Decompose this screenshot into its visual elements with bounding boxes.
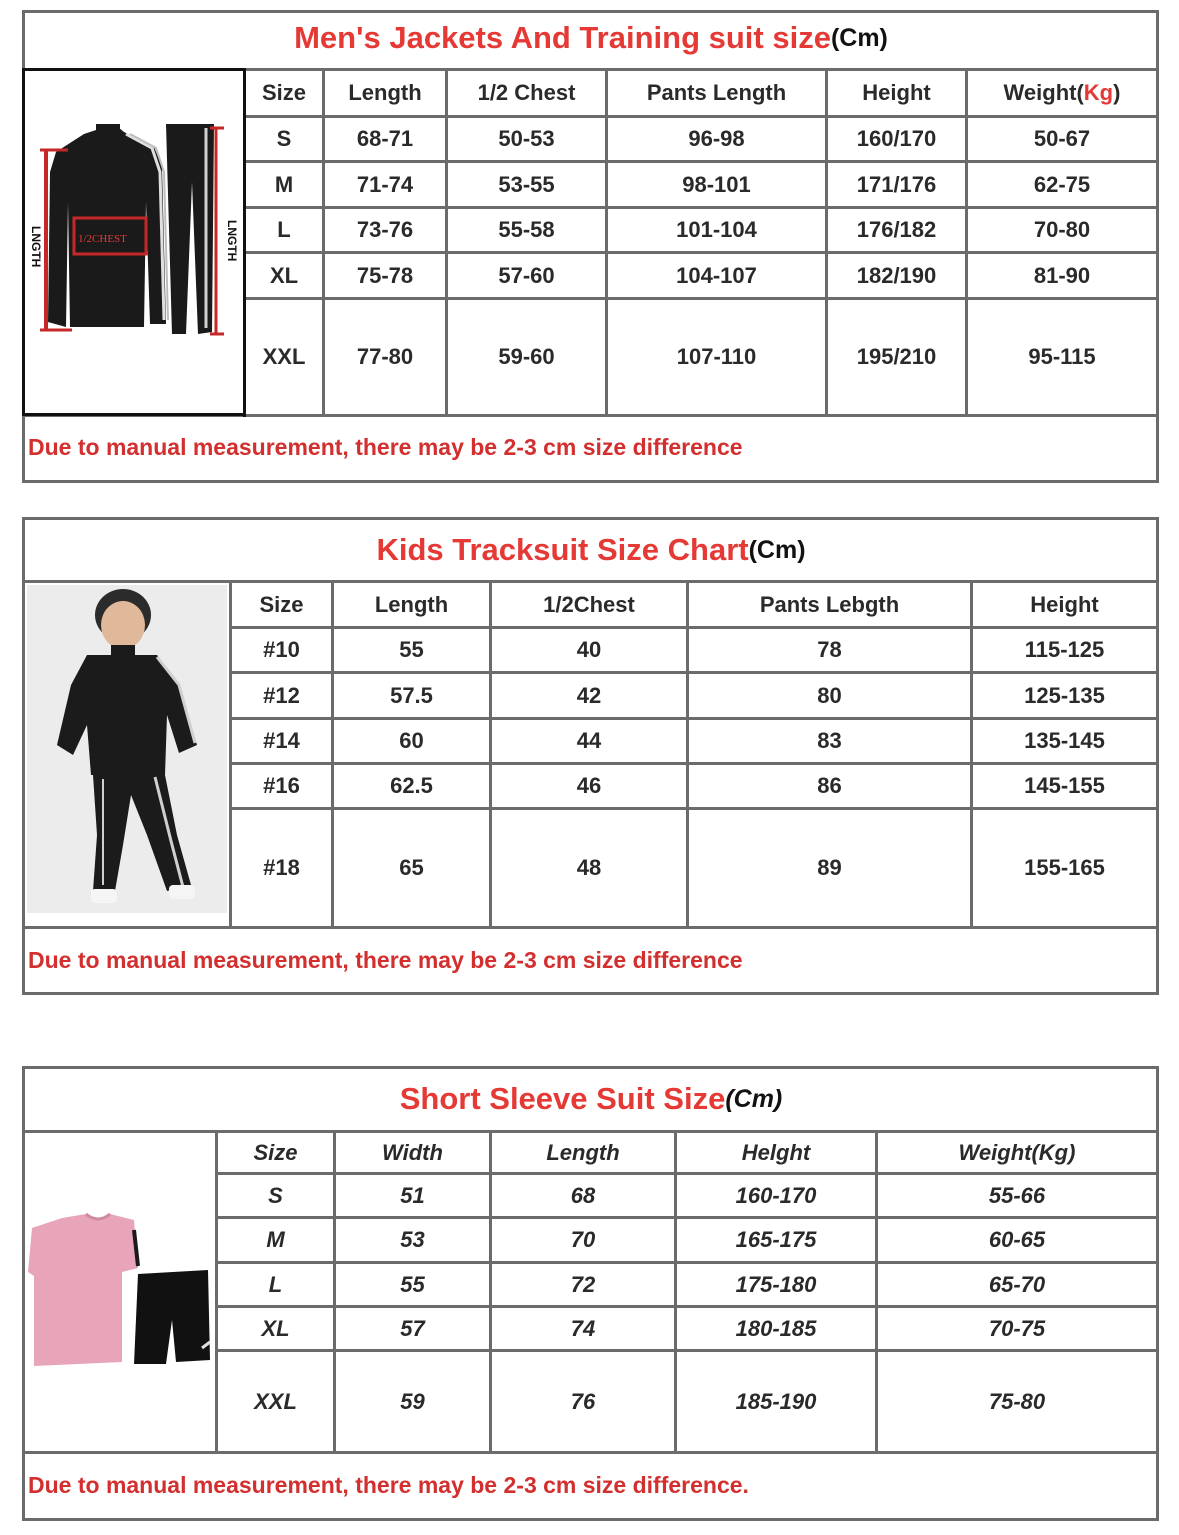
table-cell: 50-53 bbox=[498, 126, 555, 151]
table-cell: 107-110 bbox=[676, 344, 757, 369]
table-cell: 185-190 bbox=[735, 1388, 817, 1414]
table-cell: 145-155 bbox=[1024, 773, 1105, 798]
shorts-shape bbox=[134, 1270, 210, 1364]
men-tracksuit-image bbox=[26, 72, 242, 412]
kids-title bbox=[24, 523, 1158, 577]
table-cell: S bbox=[268, 1182, 283, 1208]
table-cell: 78 bbox=[817, 637, 842, 662]
table-cell: XL bbox=[269, 262, 299, 288]
men-title-text: Men's Jackets And Training suit size bbox=[294, 20, 831, 55]
men-header-size: Size bbox=[261, 80, 307, 105]
table-cell: 77-80 bbox=[356, 344, 414, 369]
table-cell: 101-104 bbox=[676, 217, 757, 242]
short-title-text: Short Sleeve Suit Size bbox=[399, 1081, 726, 1116]
short-note: Due to manual measurement, there may be 2-3 cm size difference. bbox=[28, 1472, 749, 1498]
table-cell: #18 bbox=[263, 855, 300, 880]
table-cell: 62.5 bbox=[390, 773, 433, 798]
short-title-unit: (Cm) bbox=[725, 1084, 783, 1113]
table-cell: 48 bbox=[576, 855, 602, 880]
table-cell: XL bbox=[261, 1315, 290, 1341]
table-cell: #12 bbox=[263, 682, 300, 708]
kids-title-unit: (Cm) bbox=[748, 535, 806, 564]
men-header-height: Height bbox=[862, 80, 931, 105]
table-cell: 96-98 bbox=[688, 126, 745, 151]
table-cell: 71-74 bbox=[356, 171, 414, 197]
length-label-left: LNGTH bbox=[29, 226, 43, 268]
short-sleeve-suit-image bbox=[26, 1210, 214, 1375]
short-header-width: Width bbox=[382, 1139, 443, 1165]
table-cell: 115-125 bbox=[1024, 637, 1105, 662]
men-header-weight: Weight( Kg ) bbox=[1003, 80, 1121, 105]
table-cell: #10 bbox=[263, 637, 300, 662]
table-cell: 68 bbox=[570, 1182, 596, 1208]
table-cell: 59 bbox=[400, 1388, 425, 1414]
table-cell: 171/176 bbox=[856, 171, 937, 197]
table-cell: L bbox=[277, 217, 291, 242]
table-cell: 70-80 bbox=[1033, 217, 1091, 242]
kids-title-text: Kids Tracksuit Size Chart bbox=[376, 532, 749, 567]
kids-tracksuit-image bbox=[27, 585, 227, 913]
table-cell: 155-165 bbox=[1024, 855, 1105, 880]
tshirt-shape bbox=[28, 1214, 138, 1366]
table-cell: 70 bbox=[570, 1227, 596, 1252]
table-cell: 89 bbox=[817, 855, 842, 880]
table-cell: 42 bbox=[576, 682, 602, 708]
table-cell: 81-90 bbox=[1033, 262, 1091, 288]
table-cell: 104-107 bbox=[676, 262, 757, 288]
table-cell: 98-101 bbox=[682, 171, 751, 197]
table-cell: 75-78 bbox=[356, 262, 414, 288]
table-cell: 73-76 bbox=[356, 217, 414, 242]
table-cell: 75-80 bbox=[988, 1388, 1046, 1414]
table-cell: 180-185 bbox=[735, 1315, 817, 1341]
men-header-length: Length bbox=[348, 80, 422, 105]
table-cell: 160-170 bbox=[735, 1182, 817, 1208]
table-cell: #14 bbox=[263, 728, 300, 753]
table-cell: 55-66 bbox=[988, 1182, 1046, 1208]
table-cell: L bbox=[268, 1271, 283, 1297]
table-cell: 51 bbox=[400, 1182, 425, 1208]
weight-unit: Kg bbox=[1083, 80, 1114, 105]
table-cell: 95-115 bbox=[1028, 344, 1096, 369]
kids-header-pants-length: Pants Lebgth bbox=[759, 591, 900, 617]
table-cell: 60 bbox=[399, 728, 424, 753]
men-note: Due to manual measurement, there may be 2-3 cm size difference bbox=[28, 434, 743, 460]
short-header-height: Helght bbox=[741, 1139, 811, 1165]
men-header-chest: 1/2 Chest bbox=[477, 80, 576, 105]
men-title-unit: (Cm) bbox=[830, 23, 888, 52]
table-cell: 40 bbox=[576, 637, 602, 662]
table-cell: 74 bbox=[570, 1315, 596, 1341]
table-cell: 72 bbox=[570, 1271, 596, 1297]
table-cell: XXL bbox=[262, 344, 306, 369]
table-cell: 176/182 bbox=[856, 217, 937, 242]
kids-header-size: Size bbox=[259, 591, 304, 617]
table-cell: 57-60 bbox=[498, 262, 555, 288]
table-cell: 59-60 bbox=[498, 344, 555, 369]
table-cell: 53-55 bbox=[498, 171, 555, 197]
table-cell: 44 bbox=[576, 728, 602, 753]
table-cell: 68-71 bbox=[356, 126, 414, 151]
table-cell: 57.5 bbox=[390, 682, 433, 708]
table-cell: 55-58 bbox=[498, 217, 555, 242]
kids-header-chest: 1/2Chest bbox=[543, 591, 635, 617]
table-cell: 83 bbox=[817, 728, 842, 753]
table-cell: #16 bbox=[263, 773, 300, 798]
table-cell: 76 bbox=[570, 1388, 596, 1414]
table-cell: 165-175 bbox=[735, 1227, 817, 1252]
short-header-weight: Weight(Kg) bbox=[958, 1139, 1076, 1165]
chest-label: 1/2CHEST bbox=[78, 233, 127, 245]
table-cell: 55 bbox=[400, 1271, 425, 1297]
table-cell: 135-145 bbox=[1024, 728, 1105, 753]
table-cell: 195/210 bbox=[856, 344, 937, 369]
short-title bbox=[24, 1071, 1158, 1127]
table-cell: 160/170 bbox=[856, 126, 937, 151]
length-label-right: LNGTH bbox=[225, 220, 239, 262]
table-cell: 55 bbox=[399, 637, 424, 662]
kids-header-length: Length bbox=[374, 591, 449, 617]
jacket-shape bbox=[48, 127, 166, 327]
men-header-pants-length: Pants Length bbox=[646, 80, 787, 105]
table-cell: 62-75 bbox=[1033, 171, 1091, 197]
kids-note: Due to manual measurement, there may be 2-3 cm size difference bbox=[28, 947, 743, 973]
table-cell: 70-75 bbox=[988, 1315, 1046, 1341]
short-header-size: Size bbox=[253, 1139, 298, 1165]
table-cell: 60-65 bbox=[988, 1227, 1046, 1252]
table-cell: 53 bbox=[400, 1227, 425, 1252]
table-cell: 65 bbox=[399, 855, 424, 880]
table-cell: 65-70 bbox=[988, 1271, 1046, 1297]
table-cell: S bbox=[276, 126, 292, 151]
table-cell: XXL bbox=[254, 1388, 297, 1414]
men-title bbox=[24, 13, 1158, 63]
kids-header-height: Height bbox=[1030, 591, 1099, 617]
short-header-length: Length bbox=[546, 1139, 620, 1165]
table-cell: 46 bbox=[576, 773, 602, 798]
table-cell: 125-135 bbox=[1024, 682, 1105, 708]
table-cell: 86 bbox=[817, 773, 842, 798]
table-cell: 175-180 bbox=[735, 1271, 817, 1297]
table-cell: M bbox=[266, 1227, 285, 1252]
table-cell: 182/190 bbox=[856, 262, 937, 288]
table-cell: 80 bbox=[817, 682, 842, 708]
table-cell: 50-67 bbox=[1033, 126, 1091, 151]
table-cell: M bbox=[274, 171, 294, 197]
table-cell: 57 bbox=[400, 1315, 425, 1341]
